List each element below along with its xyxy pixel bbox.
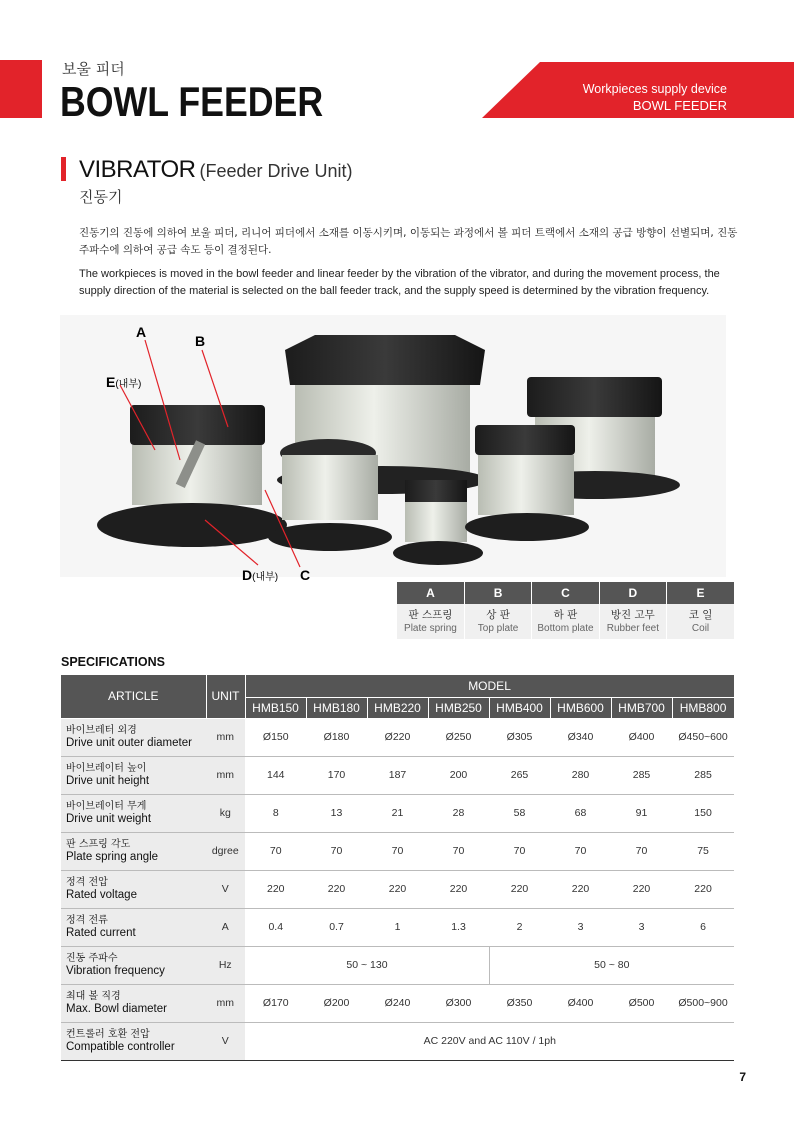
- value-cell: Ø170: [245, 984, 306, 1022]
- value-cell: Ø300: [428, 984, 489, 1022]
- value-cell: Ø250: [428, 718, 489, 756]
- value-cell: 220: [367, 870, 428, 908]
- article-cell: [61, 756, 206, 794]
- label-d: [242, 567, 278, 583]
- label-d-note: (내부): [252, 572, 279, 583]
- value-cell: Ø305: [489, 718, 550, 756]
- legend-key-e: E: [667, 582, 734, 604]
- value-cell: 75: [672, 832, 734, 870]
- section-title-korean: 진동기: [79, 188, 123, 206]
- spec-header-row: [61, 675, 734, 697]
- article-ko: 판 스프링 각도: [66, 839, 131, 850]
- value-cell: 0.4: [245, 908, 306, 946]
- value-cell: 21: [367, 794, 428, 832]
- article-cell: [61, 718, 206, 756]
- value-cell: Ø340: [550, 718, 611, 756]
- product-photo: [60, 315, 726, 577]
- article-cell: [61, 1022, 206, 1060]
- value-cell: 220: [428, 870, 489, 908]
- legend-key-a: A: [397, 582, 464, 604]
- legend-cell: [397, 604, 464, 639]
- article-ko: 최대 볼 직경: [66, 991, 121, 1002]
- value-cell: 144: [245, 756, 306, 794]
- description-korean: 진동기의 진동에 의하여 보울 피더, 리니어 피더에서 소재를 이동시키며, 이동되는 과정에서 볼 피더 트랙에서 소재의 공급 방향이 선별되며, 진동 주파수에 의하여 공급 속도 등이 결정된다.: [79, 227, 738, 256]
- page-title: BOWL FEEDER: [60, 78, 324, 125]
- value-cell: 70: [306, 832, 367, 870]
- unit-cell: A: [206, 908, 245, 946]
- value-cell: 8: [245, 794, 306, 832]
- legend-ko: 상 판: [486, 609, 510, 621]
- value-cell: 13: [306, 794, 367, 832]
- table-row: [61, 718, 734, 756]
- value-cell: 150: [672, 794, 734, 832]
- label-e-note: (내부): [115, 379, 142, 390]
- value-cell: 1.3: [428, 908, 489, 946]
- value-cell: 91: [611, 794, 672, 832]
- article-ko: 바이브레이터 무게: [66, 801, 147, 812]
- legend-ko: 코 일: [688, 609, 713, 621]
- section-title-main: VIBRATOR: [79, 156, 196, 183]
- value-cell: 1: [367, 908, 428, 946]
- article-cell: [61, 794, 206, 832]
- title-korean: 보울 피더: [62, 60, 125, 78]
- value-cell: 285: [611, 756, 672, 794]
- table-row: [61, 946, 734, 984]
- section-title-sub: (Feeder Drive Unit): [199, 161, 353, 181]
- legend-cell: [532, 604, 599, 639]
- value-cell: 58: [489, 794, 550, 832]
- value-cell: 0.7: [306, 908, 367, 946]
- article-en: Drive unit height: [66, 775, 150, 787]
- specifications-table: [61, 675, 735, 1061]
- article-en: Max. Bowl diameter: [66, 1003, 167, 1015]
- value-cell: Ø220: [367, 718, 428, 756]
- value-cell: 220: [245, 870, 306, 908]
- value-cell: 2: [489, 908, 550, 946]
- article-cell: [61, 908, 206, 946]
- value-cell: Ø500~900: [672, 984, 734, 1022]
- legend-cell: [464, 604, 531, 639]
- label-d-letter: D: [242, 567, 253, 583]
- value-cell: Ø350: [489, 984, 550, 1022]
- vibrator-illustration: [60, 315, 726, 577]
- value-cell: 28: [428, 794, 489, 832]
- legend-header-row: [397, 582, 734, 604]
- value-cell: Ø200: [306, 984, 367, 1022]
- label-b: B: [195, 333, 206, 349]
- value-cell: 265: [489, 756, 550, 794]
- table-row: [61, 908, 734, 946]
- article-cell: [61, 870, 206, 908]
- table-row: [61, 984, 734, 1022]
- value-cell: 6: [672, 908, 734, 946]
- unit-hmb220: [465, 425, 589, 541]
- model-header: HMB600: [550, 697, 611, 718]
- unit-cell: kg: [206, 794, 245, 832]
- value-cell: Ø400: [611, 718, 672, 756]
- unit-hmb250: [97, 405, 287, 547]
- value-cell: Ø180: [306, 718, 367, 756]
- article-cell: [61, 984, 206, 1022]
- value-cell: 68: [550, 794, 611, 832]
- value-cell: 285: [672, 756, 734, 794]
- unit-cell: mm: [206, 718, 245, 756]
- article-en: Compatible controller: [66, 1041, 175, 1053]
- model-header: HMB700: [611, 697, 672, 718]
- legend-en: Bottom plate: [537, 623, 594, 634]
- value-cell: 70: [611, 832, 672, 870]
- value-cell: 70: [428, 832, 489, 870]
- article-en: Drive unit outer diameter: [66, 737, 192, 749]
- unit-hmb180: [268, 439, 392, 551]
- model-header: HMB800: [672, 697, 734, 718]
- page-number: 7: [739, 1070, 746, 1084]
- unit-cell: dgree: [206, 832, 245, 870]
- value-cell: 170: [306, 756, 367, 794]
- header-unit: UNIT: [206, 675, 245, 718]
- article-ko: 바이브레터 외경: [66, 725, 137, 736]
- article-en: Plate spring angle: [66, 851, 159, 863]
- legend-en: Rubber feet: [606, 623, 659, 634]
- value-cell: 220: [550, 870, 611, 908]
- value-cell: 200: [428, 756, 489, 794]
- table-row: [61, 832, 734, 870]
- legend-en: Coil: [691, 623, 710, 634]
- legend-body-row: [397, 604, 734, 639]
- article-en: Rated current: [66, 927, 136, 939]
- unit-cell: Hz: [206, 946, 245, 984]
- legend-key-c: C: [532, 582, 599, 604]
- value-cell: Ø150: [245, 718, 306, 756]
- article-ko: 진동 주파수: [66, 953, 118, 964]
- article-en: Vibration frequency: [66, 965, 165, 977]
- value-cell: 70: [245, 832, 306, 870]
- legend-ko: 판 스프링: [408, 609, 453, 621]
- value-cell: Ø450~600: [672, 718, 734, 756]
- value-cell: Ø240: [367, 984, 428, 1022]
- unit-cell: V: [206, 1022, 245, 1060]
- model-header: HMB220: [367, 697, 428, 718]
- specifications-title: SPECIFICATIONS: [61, 655, 165, 669]
- label-e-letter: E: [106, 374, 116, 390]
- value-cell: 3: [550, 908, 611, 946]
- value-cell-merged: 50 ~ 130: [245, 946, 489, 984]
- model-header: HMB400: [489, 697, 550, 718]
- banner-subtitle: Workpieces supply device: [582, 82, 727, 96]
- table-row: [61, 1022, 734, 1060]
- value-cell: 70: [367, 832, 428, 870]
- label-e: [106, 374, 141, 390]
- table-row: [61, 870, 734, 908]
- value-cell-merged: 50 ~ 80: [489, 946, 734, 984]
- article-cell: [61, 832, 206, 870]
- legend-key-b: B: [464, 582, 531, 604]
- value-cell-merged: AC 220V and AC 110V / 1ph: [245, 1022, 734, 1060]
- description-english: The workpieces is moved in the bowl feeder and linear feeder by the vibration of the vibrator, and during the movement process, the supply direction of the material is selected on the ball feeder track, and the supply speed is determined by the vibration frequency.: [79, 268, 720, 297]
- banner-title: BOWL FEEDER: [632, 98, 727, 113]
- value-cell: 220: [611, 870, 672, 908]
- label-a: A: [136, 324, 147, 340]
- header-model: MODEL: [245, 675, 734, 697]
- value-cell: 187: [367, 756, 428, 794]
- legend-ko: 하 판: [553, 609, 578, 621]
- value-cell: Ø500: [611, 984, 672, 1022]
- value-cell: 220: [489, 870, 550, 908]
- unit-cell: mm: [206, 984, 245, 1022]
- header-article: ARTICLE: [61, 675, 206, 718]
- model-header: HMB180: [306, 697, 367, 718]
- value-cell: 3: [611, 908, 672, 946]
- section-title: [79, 156, 353, 184]
- unit-cell: V: [206, 870, 245, 908]
- section-accent-bar: [61, 157, 66, 181]
- article-en: Rated voltage: [66, 889, 137, 901]
- value-cell: 220: [672, 870, 734, 908]
- value-cell: 280: [550, 756, 611, 794]
- article-ko: 정격 전류: [66, 915, 108, 926]
- label-c: C: [300, 567, 311, 583]
- table-row: [61, 756, 734, 794]
- value-cell: 70: [550, 832, 611, 870]
- value-cell: Ø400: [550, 984, 611, 1022]
- value-cell: 70: [489, 832, 550, 870]
- legend-ko: 방진 고무: [610, 609, 655, 621]
- legend-en: Top plate: [477, 623, 519, 634]
- table-row: [61, 794, 734, 832]
- article-en: Drive unit weight: [66, 813, 152, 825]
- article-ko: 바이브레이터 높이: [66, 763, 147, 774]
- model-header: HMB250: [428, 697, 489, 718]
- article-cell: [61, 946, 206, 984]
- value-cell: 220: [306, 870, 367, 908]
- article-ko: 정격 전압: [66, 877, 108, 888]
- unit-cell: mm: [206, 756, 245, 794]
- legend-cell: [599, 604, 666, 639]
- header-red-bar: [0, 60, 42, 118]
- legend-en: Plate spring: [404, 623, 457, 634]
- article-ko: 컨트롤러 호환 전압: [66, 1029, 150, 1040]
- legend-key-d: D: [599, 582, 666, 604]
- spec-body: [61, 718, 734, 1060]
- parts-legend: [397, 582, 734, 639]
- model-header: HMB150: [245, 697, 306, 718]
- legend-cell: [667, 604, 734, 639]
